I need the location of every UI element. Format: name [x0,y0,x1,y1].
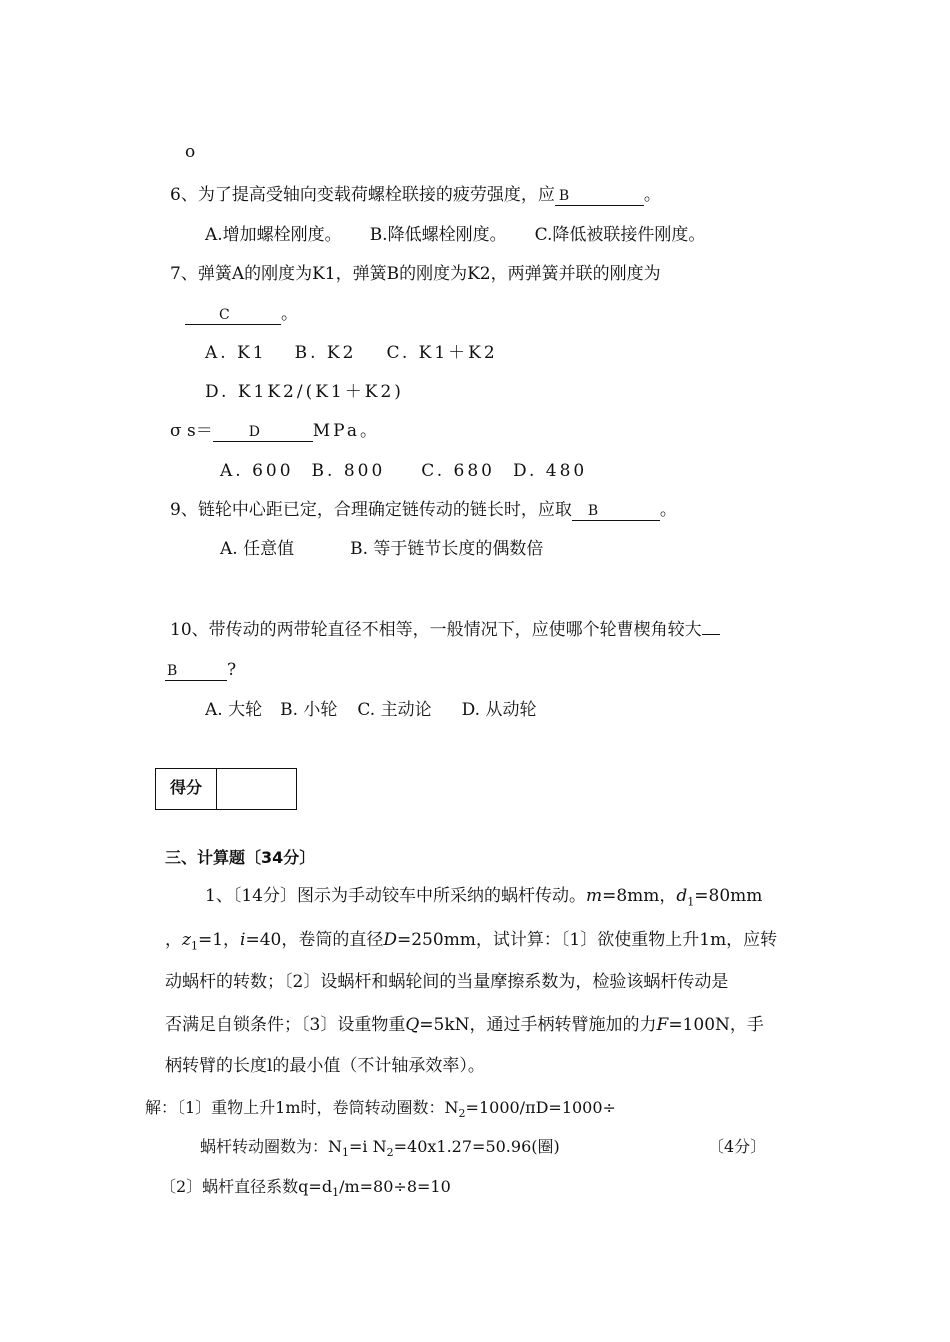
question-6-stem: 6、为了提高受轴向变载荷螺栓联接的疲劳强度，应 B 。 [170,185,661,205]
section-3-para-1: 1、〔14分〕图示为手动铰车中所采纳的蜗杆传动。m=8mm，$d_1=80mm$ [205,886,763,909]
question-7-stem: 7、弹簧A的刚度为K1，弹簧B的刚度为K2，两弹簧并联的刚度为 [170,264,661,284]
section-3-para-4: 否满足自锁条件；〔3〕设重物重Q=5kN，通过手柄转臂施加的力F=100N，手 [165,1015,764,1035]
solution-line-1: 解：〔1〕重物上升1m时，卷筒转动圈数：$N_2=1000/\pi D=1000\div$ [145,1098,616,1121]
option-a: A.增加螺栓刚度。 [205,225,342,245]
option-b: B.降低螺栓刚度。 [369,225,507,245]
option-c: C.降低被联接件刚度。 [534,225,706,245]
section-3-para-2: ，$z_1=1$，i=40，卷筒的直径D=250mm，试计算：〔1〕欲使重物上升1m，应转 [165,930,778,953]
question-10-answer: B [165,662,227,681]
question-9-stem: 9、链轮中心距已定，合理确定链传动的链长时，应取 B 。 [170,500,677,520]
solution-line-2: 蜗杆转动圈数为：$N_1=i$ $N_2=40x1.27=50.96$(圈) [200,1137,560,1160]
question-8-options [220,459,587,483]
section-3-title: 三、计算题〔34分〕 [165,848,316,867]
option-a: A. K1 [205,343,267,363]
top-mark: o [185,142,196,162]
score-value [218,769,296,809]
question-9-options [220,537,543,561]
question-7-answer-line: C 。 [185,302,298,326]
score-box [155,768,297,810]
question-10-answer-line: B ? [167,660,237,680]
option-c: C. K1＋K2 [386,343,498,363]
option-c: C. 680 [421,461,495,481]
option-d: D. 从动轮 [461,700,537,720]
question-9-answer: B [572,502,660,521]
option-a: A. 任意值 [220,539,295,559]
option-b: B. 800 [311,461,386,481]
option-a: A. 600 [220,461,294,481]
section-3-para-5: 柄转臂的长度l的最小值（不计轴承效率）。 [165,1056,485,1076]
section-3-para-3: 动蜗杆的转数；〔2〕设蜗杆和蜗轮间的当量摩擦系数为，检验该蜗杆传动是 [165,972,729,992]
option-d: D. 480 [512,461,588,481]
question-8-stem: σ s＝ D MPa。 [170,421,380,441]
score-label: 得分 [156,769,217,809]
question-6-answer: B [555,187,644,206]
option-b: B. 小轮 [280,700,338,720]
option-b: B. 等于链节长度的偶数倍 [350,539,544,559]
question-7-answer: C [185,306,281,325]
solution-score: 〔4分〕 [708,1137,767,1156]
question-8-answer: D [213,423,313,442]
question-10-stem: 10、带传动的两带轮直径不相等，一般情况下，应使哪个轮曹楔角较大 [170,618,720,642]
option-c: C. 主动论 [357,700,432,720]
question-10-options [205,698,536,722]
option-a: A. 大轮 [205,700,263,720]
solution-line-3: 〔2〕蜗杆直径系数$q=d_1/m=80\div 8=10$ [160,1177,451,1200]
question-7-options [205,341,498,365]
option-b: B. K2 [294,343,357,363]
question-7-option-d: D. K1K2/(K1＋K2) [205,382,404,402]
question-6-options [205,223,705,247]
